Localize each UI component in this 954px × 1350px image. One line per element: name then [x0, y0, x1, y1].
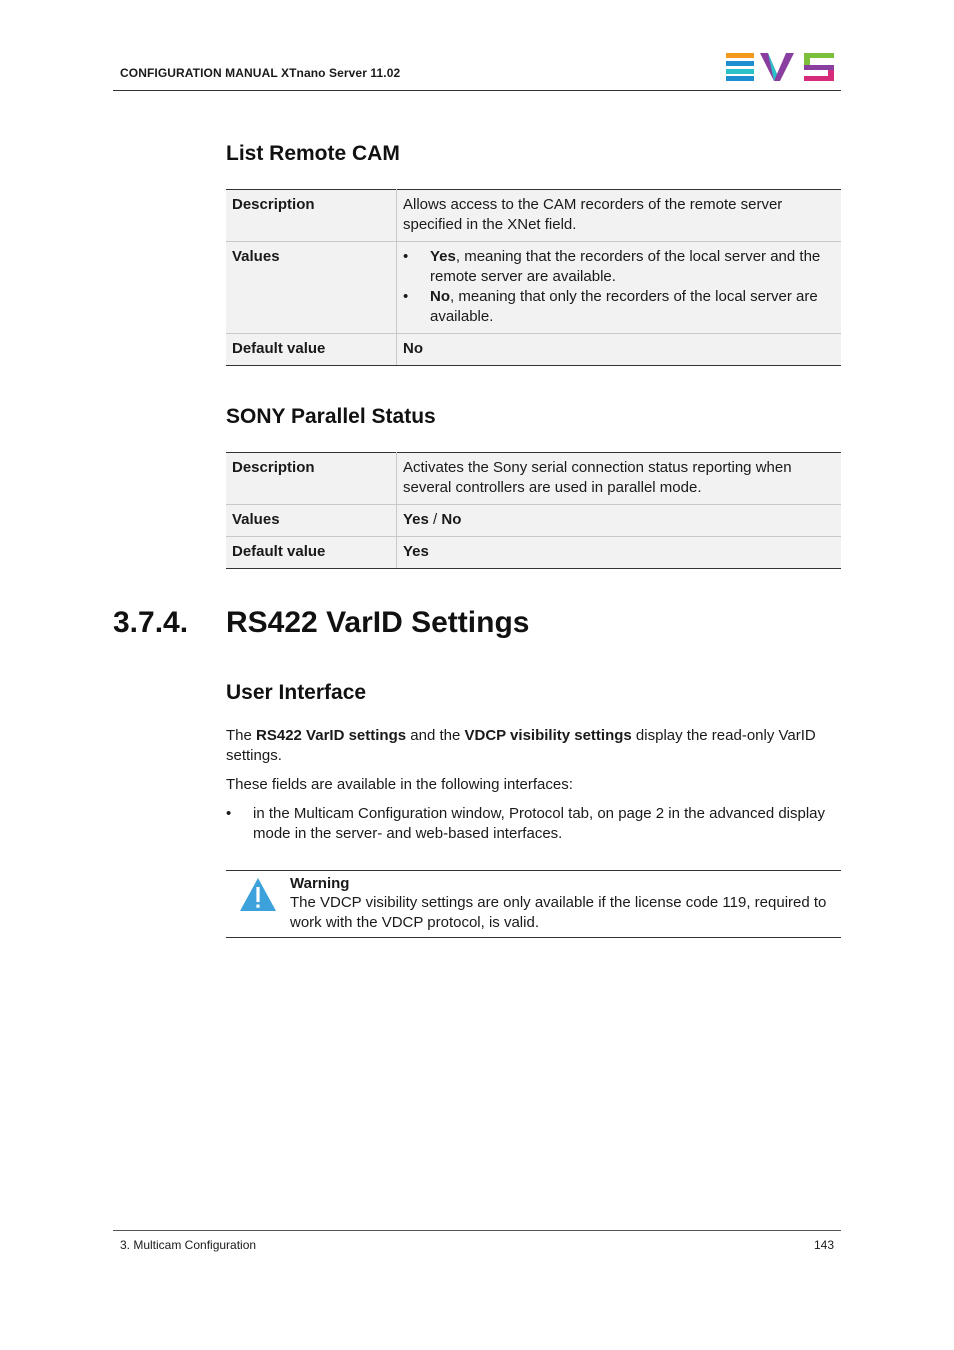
table-row — [226, 242, 841, 334]
value-no: No — [430, 288, 450, 305]
row-label-default: Default value — [226, 334, 397, 366]
page-number: 143 — [813, 1238, 834, 1252]
section-number: 3.7.4. — [113, 606, 189, 639]
heading-sony-parallel-status: SONY Parallel Status — [226, 405, 436, 428]
intro-text-3: display the read-only VarID settings. — [226, 727, 816, 764]
footer-chapter: 3. Multicam Configuration — [120, 1238, 257, 1252]
heading-user-interface: User Interface — [226, 681, 367, 704]
value-yes: Yes — [430, 248, 456, 265]
row-label-description: Description — [226, 453, 397, 505]
row-label-values: Values — [226, 505, 397, 537]
table-row — [226, 334, 841, 366]
row-label-default: Default value — [226, 537, 397, 569]
section-title: RS422 VarID Settings — [226, 606, 530, 639]
footer-rule — [113, 1230, 841, 1231]
bullet-text: in the Multicam Configuration window, Protocol tab, on page 2 in the advanced display mode in the server- and web-based interfaces. — [253, 805, 826, 842]
intro-text-2: and the — [406, 727, 465, 744]
intro-bold-vdcp: VDCP visibility settings — [464, 727, 632, 744]
row-value-values — [397, 505, 842, 537]
heading-list-remote-cam: List Remote CAM — [226, 142, 400, 165]
table-row — [226, 190, 841, 242]
value-yes-text: , meaning that the recorders of the local server and the remote server are available. — [430, 248, 821, 285]
row-label-values: Values — [226, 242, 397, 334]
warning-text: The VDCP visibility settings are only available if the license code 119, required to work with the VDCP protocol, is valid. — [290, 894, 827, 931]
header-rule — [113, 90, 841, 91]
warning-triangle-icon — [239, 876, 277, 912]
table-list-remote-cam — [226, 189, 841, 366]
bullet-icon: • — [226, 805, 232, 822]
values-list — [403, 247, 835, 327]
list-item — [403, 287, 835, 327]
evs-logo — [724, 52, 836, 82]
bullet-icon: • — [403, 288, 409, 305]
row-label-description: Description — [226, 190, 397, 242]
intro-bold-rs422: RS422 VarID settings — [256, 727, 407, 744]
value-no-text: , meaning that only the recorders of the local server are available. — [430, 288, 818, 325]
row-value-default: Yes — [397, 537, 842, 569]
page-header-title: CONFIGURATION MANUAL XTnano Server 11.02 — [120, 66, 401, 80]
table-row — [226, 505, 841, 537]
paragraph-intro — [226, 726, 842, 766]
list-item — [226, 804, 842, 844]
warning-box — [226, 870, 841, 938]
row-value-values — [397, 242, 842, 334]
warning-title: Warning — [290, 875, 350, 892]
value-separator: / — [428, 511, 442, 528]
value-yes: Yes — [403, 511, 429, 528]
row-value-default: No — [397, 334, 842, 366]
row-value-description: Activates the Sony serial connection status reporting when several controllers are used in parallel mode. — [397, 453, 842, 505]
table-sony-parallel-status — [226, 452, 841, 569]
table-row — [226, 453, 841, 505]
table-row — [226, 537, 841, 569]
section-heading — [113, 606, 529, 640]
bullet-icon: • — [403, 248, 409, 265]
row-value-description: Allows access to the CAM recorders of the remote server specified in the XNet field. — [397, 190, 842, 242]
value-no: No — [441, 511, 462, 528]
list-item — [403, 247, 835, 287]
paragraph-availability: These fields are available in the following interfaces: — [226, 776, 573, 793]
intro-text-1: The — [226, 727, 257, 744]
